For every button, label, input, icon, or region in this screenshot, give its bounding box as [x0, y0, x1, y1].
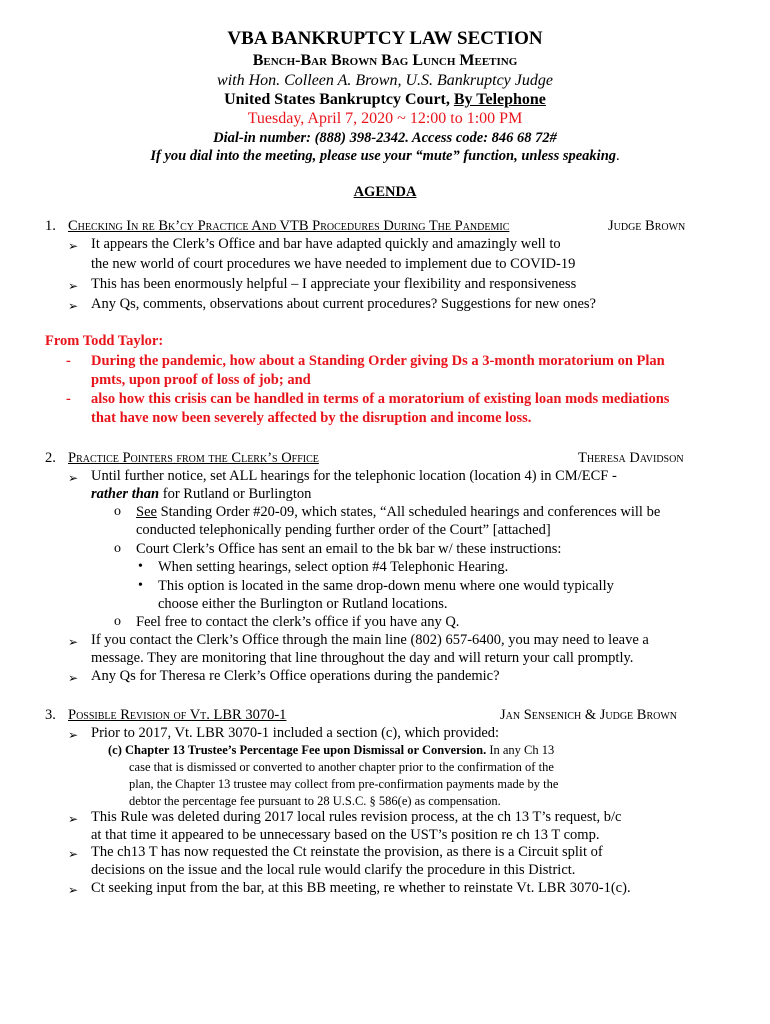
rule-quote-line-3: plan, the Chapter 13 trustee may collect from pre-confirmation payments made by the	[129, 777, 559, 791]
by-telephone-link[interactable]: By Telephone	[453, 91, 546, 108]
s2-sub-1-line-2: conducted telephonically pending further order of the Court” [attached]	[136, 522, 551, 538]
rule-quote-rest: In any Ch 13	[486, 743, 555, 757]
s2-sub-3: Feel free to contact the clerk’s office if you have any Q.	[136, 614, 460, 630]
rather-than-emphasis: rather than	[91, 486, 160, 502]
section-2-number: 2.	[45, 450, 56, 466]
dot-bullet-icon: •	[138, 559, 143, 574]
arrow-bullet-icon: ➢	[68, 847, 79, 861]
s2-sub-2: Court Clerk’s Office has sent an email to the bk bar w/ these instructions:	[136, 541, 562, 557]
s3-bullet-1: Prior to 2017, Vt. LBR 3070-1 included a section (c), which provided:	[91, 725, 500, 741]
mute-instruction	[0, 148, 770, 165]
section-2-presenter: Theresa Davidson	[578, 450, 684, 466]
dash-bullet: -	[66, 391, 71, 407]
todd-item-2-line-1: also how this crisis can be handled in terms of a moratorium of existing loan mods mediations	[91, 391, 670, 407]
s3-bullet-3-line-1: The ch13 T has now requested the Ct reinstate the provision, as there is a Circuit split of	[91, 844, 603, 860]
s2-bullet-2-line-1: If you contact the Clerk’s Office through the main line (802) 657-6400, you may need to leave a	[91, 632, 649, 648]
section-3-title: Possible Revision of Vt. LBR 3070-1	[68, 707, 287, 723]
todd-heading: From Todd Taylor:	[45, 333, 164, 349]
s1-bullet-1-line-1: It appears the Clerk’s Office and bar have adapted quickly and amazingly well to	[91, 236, 561, 252]
dial-in-info: Dial-in number: (888) 398-2342. Access code: 846 68 72#	[213, 130, 557, 146]
judge-line: with Hon. Colleen A. Brown, U.S. Bankruptcy Judge	[217, 72, 553, 89]
rule-quote-line-4: debtor the percentage fee pursuant to 28 U.S.C. § 586(e) as compensation.	[129, 794, 501, 808]
section-2-title: Practice Pointers from the Clerk’s Office	[68, 450, 319, 466]
section-1-presenter: Judge Brown	[608, 218, 686, 234]
s1-bullet-2: This has been enormously helpful – I appreciate your flexibility and responsiveness	[91, 276, 577, 292]
arrow-bullet-icon: ➢	[68, 671, 79, 685]
s2-sub-1-line-1	[136, 504, 660, 521]
s2-detail-1: When setting hearings, select option #4 Telephonic Hearing.	[158, 559, 509, 575]
section-3-presenter: Jan Sensenich & Judge Brown	[500, 707, 678, 723]
s1-bullet-1-line-2: the new world of court procedures we have needed to implement due to COVID-19	[91, 256, 576, 272]
arrow-bullet-icon: ➢	[68, 239, 79, 253]
s3-bullet-2-line-1: This Rule was deleted during 2017 local rules revision process, at the ch 13 T’s request, b/c	[91, 809, 622, 825]
arrow-bullet-icon: ➢	[68, 883, 79, 897]
dot-bullet-icon: •	[138, 578, 143, 593]
todd-item-1-line-2: pmts, upon proof of loss of job; and	[91, 372, 311, 388]
section-3-number: 3.	[45, 707, 56, 723]
arrow-bullet-icon: ➢	[68, 299, 79, 313]
s1-bullet-3: Any Qs, comments, observations about current procedures? Suggestions for new ones?	[91, 296, 596, 312]
mute-text: If you dial into the meeting, please use your “mute” function, unless speaking	[150, 148, 617, 164]
mute-period: .	[616, 148, 620, 164]
circle-bullet-icon: o	[114, 614, 121, 629]
s2-bullet-2-line-2: message. They are monitoring that line throughout the day and will return your call promptly.	[91, 650, 634, 666]
arrow-bullet-icon: ➢	[68, 635, 79, 649]
circle-bullet-icon: o	[114, 504, 121, 519]
s2-bullet-1-line-1: Until further notice, set ALL hearings for the telephonic location (location 4) in CM/ECF -	[91, 468, 617, 484]
rule-quote-line-1	[108, 743, 554, 758]
s3-bullet-4: Ct seeking input from the bar, at this BB meeting, re whether to reinstate Vt. LBR 3070-1(c).	[91, 880, 631, 896]
rather-than-rest: for Rutland or Burlington	[159, 486, 312, 502]
document-subtitle: Bench-Bar Brown Bag Lunch Meeting	[252, 52, 518, 69]
todd-item-2-line-2: that have now been severely affected by the disruption and income loss.	[91, 410, 532, 426]
s2-detail-2-line-2: choose either the Burlington or Rutland locations.	[158, 596, 448, 612]
standing-order-text: Standing Order #20-09, which states, “All scheduled hearings and conferences will be	[156, 504, 661, 520]
court-line	[0, 91, 770, 109]
s3-bullet-2-line-2: at that time it appeared to be unnecessary based on the UST’s position re ch 13 T comp.	[91, 827, 600, 843]
section-1-number: 1.	[45, 218, 56, 234]
s2-bullet-1-line-2	[91, 486, 311, 503]
agenda-heading: AGENDA	[353, 184, 417, 200]
document-title: VBA BANKRUPTCY LAW SECTION	[227, 28, 543, 49]
dash-bullet: -	[66, 353, 71, 369]
circle-bullet-icon: o	[114, 541, 121, 556]
arrow-bullet-icon: ➢	[68, 812, 79, 826]
s2-detail-2-line-1: This option is located in the same drop-down menu where one would typically	[158, 578, 614, 594]
section-1-title: Checking In re Bk’cy Practice And VTB Procedures During The Pandemic	[68, 218, 510, 234]
see-signal: See	[136, 504, 157, 520]
rule-quote-line-2: case that is dismissed or converted to another chapter prior to the confirmation of the	[129, 760, 554, 774]
rule-quote-heading: (c) Chapter 13 Trustee’s Percentage Fee upon Dismissal or Conversion.	[108, 743, 487, 757]
meeting-date: Tuesday, April 7, 2020 ~ 12:00 to 1:00 PM	[247, 110, 523, 127]
arrow-bullet-icon: ➢	[68, 471, 79, 485]
arrow-bullet-icon: ➢	[68, 728, 79, 742]
arrow-bullet-icon: ➢	[68, 279, 79, 293]
court-name: United States Bankruptcy Court,	[224, 91, 454, 108]
todd-item-1-line-1: During the pandemic, how about a Standing Order giving Ds a 3-month moratorium on Plan	[91, 353, 665, 369]
s2-bullet-3: Any Qs for Theresa re Clerk’s Office operations during the pandemic?	[91, 668, 500, 684]
s3-bullet-3-line-2: decisions on the issue and the local rule would clarify the procedure in this District.	[91, 862, 576, 878]
